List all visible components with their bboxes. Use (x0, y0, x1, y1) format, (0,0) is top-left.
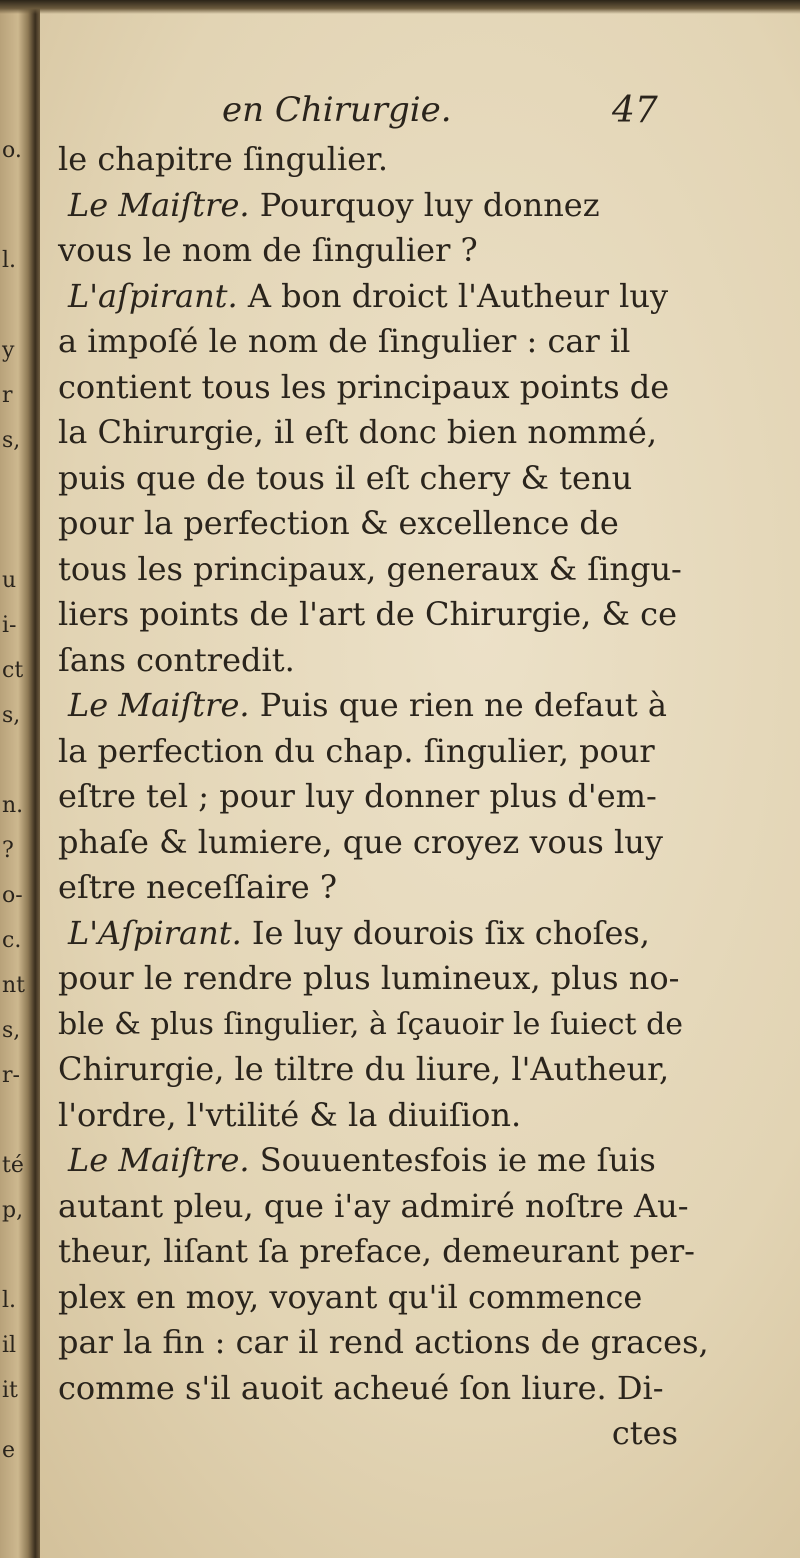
margin-fragment: s, (2, 703, 21, 728)
margin-fragment: té (2, 1153, 24, 1178)
catchword: ctes (611, 1414, 678, 1452)
margin-fragment: l. (2, 1288, 17, 1313)
margin-fragment: y (2, 338, 15, 363)
margin-fragment: r- (2, 1063, 20, 1088)
facing-page-fragments (0, 0, 40, 1558)
text-line: tous les principaux, generaux & ſingu- (58, 549, 682, 588)
page-top-edge (0, 0, 800, 14)
text-line: theur, liſant ſa preface, demeurant per- (58, 1232, 695, 1270)
margin-fragment: i- (2, 613, 17, 638)
text-line: Le Maiſtre. Puis que rien ne defaut à (68, 686, 667, 724)
margin-fragment: n. (2, 793, 24, 818)
page-number: 47 (612, 90, 658, 131)
margin-fragment: p, (2, 1198, 24, 1223)
margin-fragment: nt (2, 973, 26, 998)
speaker-label: L'Aſpirant. (68, 913, 242, 952)
text-line: eſtre tel ; pour luy donner plus d'em- (58, 777, 657, 815)
margin-fragment: o- (2, 883, 23, 908)
text-line: par la fin : car il rend actions de graces, (58, 1323, 709, 1361)
margin-fragment: c. (2, 928, 22, 953)
text-line: l'ordre, l'vtilité & la diuiſion. (58, 1095, 522, 1134)
text-line: puis que de tous il eſt chery & tenu (58, 458, 633, 497)
running-head: en Chirurgie. (222, 90, 452, 130)
margin-fragment: s, (2, 428, 21, 453)
text-line: autant pleu, que i'ay admiré noſtre Au- (58, 1186, 689, 1225)
margin-fragment: u (2, 568, 17, 593)
text-line: Le Maiſtre. Pourquoy luy donnez (68, 185, 600, 224)
page-header (0, 90, 800, 140)
margin-fragment: e (2, 1438, 16, 1463)
text-line: liers points de l'art de Chirurgie, & ce (58, 595, 678, 633)
text-line: la perfection du chap. ſingulier, pour (58, 731, 655, 770)
text-line: phaſe & lumiere, que croyez vous luy (58, 822, 663, 861)
speaker-label: Le Maiſtre. (68, 686, 250, 724)
text-line: L'Aſpirant. Ie luy dourois ſix choſes, (68, 913, 650, 952)
text-line: Le Maiſtre. Souuentesfois ie me ſuis (68, 1141, 656, 1179)
text-line: la Chirurgie, il eſt donc bien nommé, (58, 413, 658, 451)
text-line: comme s'il auoit acheué ſon liure. Di- (58, 1368, 664, 1407)
margin-fragment: l. (2, 248, 17, 273)
text-line: contient tous les principaux points de (58, 367, 670, 406)
text-line: Chirurgie, le tiltre du liure, l'Autheur, (58, 1050, 670, 1088)
text-line: ſans contredit. (58, 640, 295, 679)
margin-fragment: ct (2, 658, 24, 683)
margin-fragment: o. (2, 138, 22, 163)
text-line: pour le rendre plus lumineux, plus no- (58, 959, 680, 997)
text-line: plex en moy, voyant qu'il commence (58, 1277, 643, 1316)
text-line: ble & plus ſingulier, à ſçauoir le ſuiect de (58, 1006, 684, 1042)
margin-fragment: it (2, 1378, 18, 1403)
text-line: pour la perfection & excellence de (58, 504, 619, 542)
speaker-label: Le Maiſtre. (68, 1141, 250, 1179)
speaker-label: Le Maiſtre. (68, 185, 250, 224)
text-line: a impoſé le nom de ſingulier : car il (58, 322, 631, 360)
text-line: vous le nom de ſingulier ? (58, 231, 478, 269)
margin-fragment: s, (2, 1018, 21, 1043)
body-text (58, 137, 709, 1457)
margin-fragment: il (2, 1333, 17, 1358)
margin-fragment: r (2, 383, 13, 408)
text-line: L'aſpirant. A bon droict l'Autheur luy (68, 276, 669, 315)
text-line: le chapitre ſingulier. (58, 140, 389, 178)
speaker-label: L'aſpirant. (68, 276, 238, 315)
margin-fragment: ? (2, 838, 14, 863)
text-line: eſtre neceſſaire ? (58, 868, 338, 906)
